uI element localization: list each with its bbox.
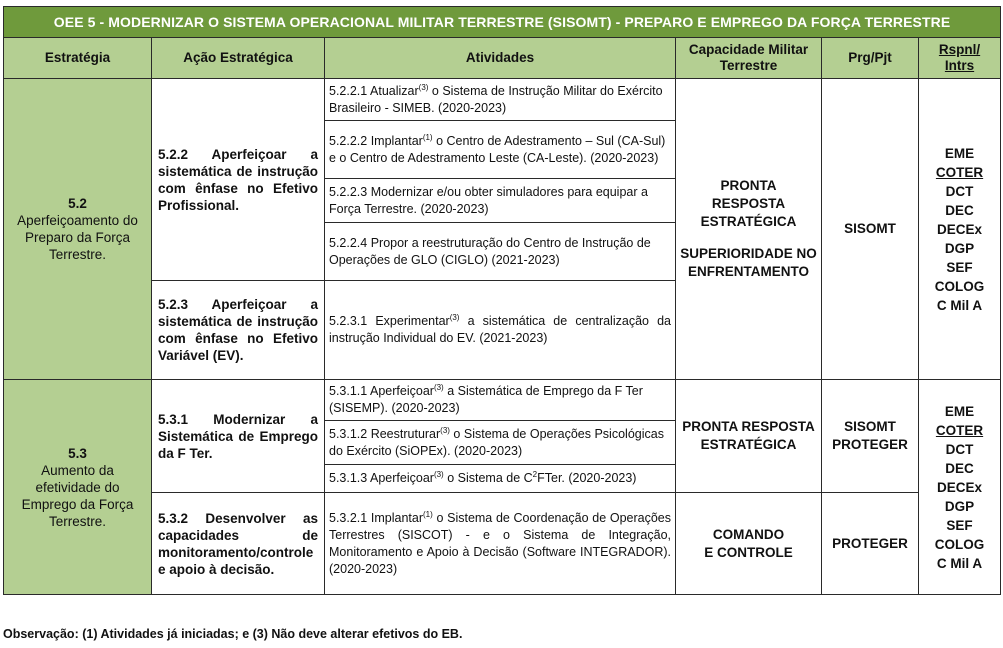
capacidade-superioridade: SUPERIORIDADE NO ENFRENTAMENTO (680, 246, 817, 279)
resp-item: EME (944, 403, 975, 419)
capacidade-5-3-1: PRONTA RESPOSTA ESTRATÉGICA (676, 380, 822, 493)
header-rspnl: Rspnl/ (938, 42, 981, 57)
capacidade-5-3-2 (676, 493, 822, 595)
atividade-5-2-3-1: 5.2.3.1 Experimentar$^{(3)}$ a sistemática de centralização da instrução Individual do EV. (2021-2023) (325, 281, 676, 380)
resp-item: DCT (945, 441, 974, 457)
acao-5-3-1: 5.3.1 Modernizar a Sistemática de Emprego da F Ter. (152, 380, 325, 493)
atividade-5-2-2-4: 5.2.2.4 Propor a reestruturação do Centro de Instrução de Operações de GLO (CIGLO) (2021-2023) (325, 223, 676, 281)
resp-item: DGP (944, 240, 975, 256)
responsaveis-5-2 (919, 79, 1001, 380)
atividade-5-2-2-2: 5.2.2.2 Implantar$^{(1)}$ o Centro de Adestramento – Sul (CA-Sul) e o Centro de Adestramento Leste (CA-Leste). (2020-2023) (325, 121, 676, 179)
resp-item: COLOG (934, 278, 985, 294)
atividade-5-3-1-2: 5.3.1.2 Reestruturar$^{(3)}$ o Sistema de Operações Psicológicas do Exército (SiOPEx). (2020-2023) (325, 421, 676, 465)
prg-5-3-1 (822, 380, 919, 493)
responsaveis-5-3 (919, 380, 1001, 595)
header-acao-estrategica: Ação Estratégica (152, 38, 325, 79)
oee5-table (3, 6, 1001, 595)
resp-item: SEF (946, 259, 973, 275)
atividade-5-3-1-3: 5.3.1.3 Aperfeiçoar$^{(3)}$ o Sistema de $C^2FTer$. (2020-2023) (325, 465, 676, 493)
atividade-5-3-2-1: 5.3.2.1 Implantar$^{(1)}$ o Sistema de Coordenação de Operações Terrestres (SISCOT) - e o Sistema de Integração, Monitoramento e Apoio à Decisão (Software INTEGRADOR). (2020-2023) (325, 493, 676, 595)
resp-item: COLOG (934, 536, 985, 552)
atividade-5-2-2-3: 5.2.2.3 Modernizar e/ou obter simuladores para equipar a Força Terrestre. (2020-2023) (325, 179, 676, 223)
estrategia-5-3-text: Aumento da efetividade do Emprego da Força Terrestre. (21, 462, 134, 529)
header-rspnl-intrs (919, 38, 1001, 79)
resp-item: EME (944, 145, 975, 161)
estrategia-5-2-number: 5.2 (68, 196, 87, 211)
header-intrs: Intrs (944, 58, 975, 73)
header-capacidade-label: Capacidade Militar Terrestre (688, 42, 809, 73)
acao-5-2-2: 5.2.2 Aperfeiçoar a sistemática de instrução com ênfase no Efetivo Profissional. (152, 79, 325, 281)
estrategia-5-2 (4, 79, 152, 380)
acao-5-2-3: 5.2.3 Aperfeiçoar a sistemática de instrução com ênfase no Efetivo Variável (EV). (152, 281, 325, 380)
estrategia-5-3-number: 5.3 (68, 445, 87, 461)
prg-proteger: PROTEGER (832, 437, 908, 452)
resp-item: COTER (935, 422, 984, 438)
atividade-5-3-1-1: 5.3.1.1 Aperfeiçoar$^{(3)}$ a Sistemática de Emprego da F Ter (SISEMP). (2020-2023) (325, 380, 676, 421)
resp-item: DCT (945, 183, 974, 199)
resp-item: DEC (945, 202, 974, 218)
estrategia-5-2-text: Aperfeiçoamento do Preparo da Força Terrestre. (17, 213, 138, 262)
estrategia-5-3 (4, 380, 152, 595)
resp-item: DECEx (937, 221, 983, 237)
capacidade-comando: COMANDO (712, 526, 785, 542)
observacao-note: Observação: (1) Atividades já iniciadas; e (3) Não deve alterar efetivos do EB. (3, 627, 463, 641)
header-prg-pjt: Prg/Pjt (822, 38, 919, 79)
capacidade-5-2 (676, 79, 822, 380)
prg-sisomt: SISOMT (844, 419, 896, 434)
header-capacidade (676, 38, 822, 79)
header-estrategia: Estratégia (4, 38, 152, 79)
resp-item: SEF (946, 517, 973, 533)
capacidade-e-controle: E CONTROLE (704, 544, 793, 560)
prg-5-2: SISOMT (822, 79, 919, 380)
resp-item: C Mil A (936, 297, 983, 313)
resp-item: DGP (944, 498, 975, 514)
header-atividades: Atividades (325, 38, 676, 79)
resp-item: DEC (945, 460, 974, 476)
resp-item: DECEx (937, 479, 983, 495)
prg-5-3-2: PROTEGER (822, 493, 919, 595)
acao-5-3-2: 5.3.2 Desenvolver as capacidades de monitoramento/controle e apoio à decisão. (152, 493, 325, 595)
resp-item: COTER (935, 164, 984, 180)
capacidade-pronta-resposta: PRONTA RESPOSTA ESTRATÉGICA (700, 178, 797, 229)
table-title: OEE 5 - MODERNIZAR O SISTEMA OPERACIONAL MILITAR TERRESTRE (SISOMT) - PREPARO E EMPREGO DA FORÇA TERRESTRE (4, 7, 1001, 38)
atividade-5-2-2-1: 5.2.2.1 Atualizar$^{(3)}$ o Sistema de Instrução Militar do Exército Brasileiro - SIMEB. (2020-2023) (325, 79, 676, 121)
resp-item: C Mil A (936, 555, 983, 571)
